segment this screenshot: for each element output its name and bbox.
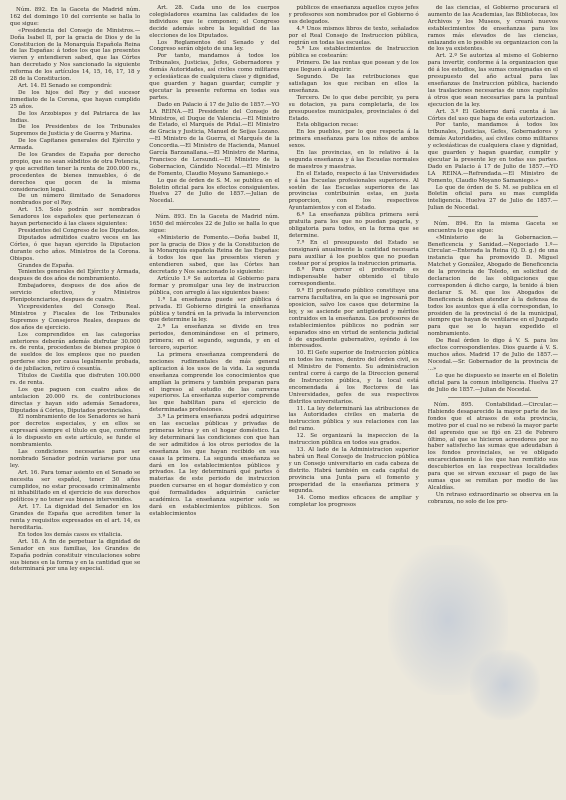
paragraph: Art. 14. El Senado se compondrá: <box>18 82 112 89</box>
paragraph: Lo que de órden de S. M. se publica en el Boletin oficial para los efectos consiguientes. Huelva 27 de Julio de 1857.—Julian de Nocedal. <box>149 177 280 205</box>
paragraph: Segundo. De las retribuciones que satisfagan los que reciban en ellos la enseñanza. <box>288 74 419 94</box>
paragraph: Lo que de órden de S. M. se publica en el Boletin oficial para su mas cumplida inteligencia. Huelva 27 de Julio de 1857.—Julian de Nocedal. <box>427 184 558 212</box>
paragraph: De los Grandes de España por derecho propio, que no sean súbditos de otra Potencia, y que acrediten tener la renta de 200.000 rs., procedentes de bienes inmuebles, ó de derechos que gocen de la misma consideracion legal. <box>10 152 141 193</box>
paragraph: Vicepresidentes del Consejo Real. Ministros y Fiscales de los Tribunales Supremos y Consejeros Reales, despues de dos años de ejercicio. <box>10 303 141 331</box>
paragraph: Esta obligacion recae: <box>296 122 359 129</box>
paragraph: 14. Como medios eficaces de ampliar y completar los progresos <box>288 495 419 509</box>
paragraph: Los que paguen con cuatro años de antelacion 20.000 rs. de contribuciones directas y hayan sido además Senadores, Diputados á Córtes, Diputados provinciales. <box>10 386 141 414</box>
paragraph: Art. 17. La dignidad del Senador en los Grandes de España que acrediten tener la renta y requisitos expresados en el art. 14, es hereditaria. <box>10 504 141 531</box>
paragraph: 13. Al lado de la Administracion superior habrá un Real Consejo de Instruccion pública y un Consejo universitario en cada cabeza de distrito. Habrá también en cada capital de provincia una Junta para el fomento y prosperidad de la enseñanza primera y segunda. <box>288 447 419 495</box>
paragraph: En los pueblos, por lo que respecta á la primera enseñanza para los niños de ambos sexos. <box>288 129 419 150</box>
paragraph: 10. El Gefe superior de Instruccion pública en todos los ramos, dentro del órden civil, es el Ministro de Fomento. Su administracion central corre á cargo de la Direccion general de Instruccion pública, y la local está encomendada á los Rectores de las Universidades, gefes de sus respectivos distritos universitarios. <box>288 350 419 405</box>
paragraph: Presidentes del Congreso de los Diputados. <box>18 228 140 234</box>
paragraph: públicos de enseñanza aquellos cuyos jefes y profesores son nombrados por el Gobierno ó sus delegados. <box>288 5 419 25</box>
paragraph: Art. 3.º El Gobierno dará cuenta á las Córtes del uso que haga de esta autorizacion. <box>427 108 558 122</box>
paragraph: Los Reglamentos del Senado y del Congreso serán objeto de una ley. <box>149 39 280 53</box>
paragraph: Por tanto, mandamos á todos los Tribunales, Justicias, Jefes, Gobernadores y demás Autoridades, así civiles como militares y eclesiásticas de cualquiera clase y dignidad, que guarden y hagan guardar, cumplir y ejecutar la presente reforma en todas sus partes. <box>149 53 280 101</box>
paragraph: 8.ª Para ejercer el profesorado es indispensable haber obtenido el título correspondiente. <box>288 267 419 288</box>
paragraph: En el Estado, respecto á las Universidades y á las Escuelas profesionales superiores. Al sostén de las Escuelas superiores de las provincias contribuirán estas, en justa proporcion, con los respectivos Ayuntamientos y con el Estado. <box>288 170 419 212</box>
paragraph: 12. Se organizará la inspeccion de la instruccion pública en todos sus grados. <box>288 433 419 447</box>
paragraph: De los Arzobispos y del Patriarca de las Indias. <box>10 110 141 124</box>
paragraph: «Ministerio de Fomento.—Doña Isabel II, por la gracia de Dios y de la Constitucion de la Monarquía española Reina de las Españas: á todos los que las presentes vieren y entendieren sabed, que las Córtes han decretado y Nos sancionado lo siguiente: <box>149 234 280 276</box>
paragraph: 11. La ley determinará las atribuciones de las Autoridades civiles en materia de instruccion pública y sus relaciones con las del ramo. <box>288 405 419 433</box>
paragraph: Art. 18. A fin de perpetuar la dignidad de Senador en sus familias, los Grandes de España podrán constituir vinculaciones sobre sus bienes en la forma y en la cantidad que se determinará por una ley especial. <box>10 538 141 573</box>
paragraph: 1.ª La enseñanza puede ser pública ó privada. El Gobierno dirigirá la enseñanza pública y tendrá en la privada la intervencion que determine la ley. <box>149 296 280 324</box>
section-heading: Núm. 893. En la Gaceta de Madrid núm. 1650 del miércoles 22 de Julio se halla lo que sigue: <box>149 213 280 234</box>
paragraph: Artículo 1.º Se autoriza al Gobierno para formar y promulgar una ley de instruccion pública, con arreglo á las siguientes bases: <box>149 276 280 296</box>
paragraph: Tenientes generales del Ejército y Armada, despues de dos años de nombramiento. <box>10 269 141 283</box>
paragraph: Art. 16. Para tomar asiento en el Senado se necesita ser español, tener 30 años cumplidos, no estar procesado criminalmente ni inhabilitado en el ejercicio de sus derechos políticos y no tener sus bienes intervenidos. <box>10 469 141 504</box>
paragraph: De los Capitanes generales del Ejército y Armada. <box>10 138 141 152</box>
paragraph: 9.ª El profesorado público constituye una carrera facultativa, en la que se ingresará por oposicion, salvo los casos que determine la ley, y se asciende por antigüedad y méritos contraidos en la enseñanza. Los profesores de establecimientos públicos no podrán ser separados sino en virtud de sentencia judicial ó de expediente gubernativo, oyéndo á los interesados. <box>288 288 419 350</box>
paragraph: Art. 15. Solo podrán ser nombrados Senadores los españoles que pertenezcan ó hayan pertenecido á las clases siguientes: <box>10 207 141 228</box>
paragraph: Grandes de España. <box>18 262 74 269</box>
section-heading: Núm. 892. En la Gaceta de Madrid núm. 162 del domingo 10 del corriente se halla lo que sigue: <box>10 7 141 27</box>
paragraph: 6.ª La enseñanza pública primera será gratuita para los que no puedan pagarla, y obligatoria para todos, en la forma que se determine. <box>288 212 419 239</box>
paragraph: Títulos de Castilla que disfruten 100.000 rs. de renta. <box>10 373 141 386</box>
paragraph: 5.ª Los establecimientos de Instruccion pública se costearán: <box>288 46 419 60</box>
paragraph: Embajadores, despues de dos años de servicio efectivo, y Ministros Plenipotenciarios, despues de cuatro. <box>10 283 141 304</box>
paragraph: Los comprendidos en las categorías anteriores deberán además disfrutar 30.000 rs. de renta, procedentes de bienes propios ó de sueldos de los empleos que no pueden perderse sino por causa legalmente probada, ó de jubilacion, retiro ó cesantía. <box>10 331 141 373</box>
paragraph: Tercero. De lo que debe percibir, ya pera su dotacion, ya para completarla, de los presupuestos municipales, provinciales ó del Estado. <box>288 94 419 122</box>
text-column-1 <box>10 5 140 796</box>
paragraph: De los hijos del Rey y del sucesor inmediato de la Corona, que hayan cumplido 25 años. <box>10 89 141 110</box>
paragraph: De un número ilimitado de Senadores nombrados por el Rey. <box>10 193 141 207</box>
paragraph: 4.ª Unos mismos libros de texto, señalados por el Real Consejo de Instruccion pública, regirán en todas las escuelas. <box>288 25 419 46</box>
paragraph: 7.ª En el presupuesto del Estado se consignará anualmente la cantidad necesaria para auxiliar á los pueblos que no puedan costear por sí propios la instruccion primaria. <box>288 239 419 267</box>
paragraph: Art. 28. Cada uno de los cuerpos colegisladores examina las calidades de los individuos que le componen; el Congreso decide además sobre la legalidad de las elecciones de los Diputados. <box>149 5 280 39</box>
paragraph: En las provincias, en lo relativo á la segunda enseñanza y á las Escuelas normales de maestros y maestras. <box>288 150 419 170</box>
paragraph: Las condiciones necesarias para ser nombrado Senador podrán variarse por una ley. <box>10 449 141 469</box>
paragraph: De los Presidentes de los Tribunales Supremos de Justicia y de Guerra y Marina. <box>10 124 141 138</box>
text-column-4 <box>428 5 558 796</box>
paragraph: Un retraso extraordinario se observa en la cobranza, no solo de los pro- <box>427 491 558 505</box>
paragraph: «Ministerio de la Gobernacion.—Beneficencia y Sanidad.—Negociado 1.º—Circular.—Enterada la Reina (Q. D. g.) de una instancia que ha promovido D. Miguel Matchet y González, Abogado de Beneficencia de la provincia de Toledo, en solicitud de declaracion de las obligaciones que corresponden á dicho cargo, la tenido á bien declarar S. M. que los Abogados de Beneficencia deben atender á la defensa de todos los asuntos que á ella correspondan, lo prosiden de la provincial ó de la municipal, siempre que hayan de ventilarse en el Juzgado para que se lo hayan expedido el nombramiento. <box>427 234 558 338</box>
paragraph: «Presidencia del Consejo de Ministros.—Doña Isabel II, por la gracia de Dios y de la Constitucion de la Monarquía Española Reina de las Españas: á todos los que las presentes vieren y entendieren sabed, que las Córtes han decretado y Nos sancionado la siguiente reforma de los artículos 14, 15, 16, 17, 18 y 28 de la Constitucion. <box>10 27 141 83</box>
paragraph: Diputados admitidos cuatro veces en las Córtes, ó que hayan ejercido la Diputacion durante ocho años. Ministros de la Corona. Obispos. <box>10 234 141 262</box>
section-heading: Núm. 894. En la misma Gaceta se encuentra lo que sigue: <box>427 220 558 234</box>
paragraph: de las ciencias, el Gobierno procurará el aumento de las Academias, las Bibliotecas, los Archivos y los Museos, y creará nuevos establecimientos de enseñanzas para los ramos más elevados de las ciencias, enlazando en lo posible su organizacion con la de los ya existentes. <box>427 5 558 53</box>
section-divider <box>448 216 538 217</box>
text-column-2 <box>149 5 279 796</box>
paragraph: Art. 2.º Se autoriza al mismo el Gobierno para invertir, conforme á la organizacion que dé á los estudios, las sumas consignadas en el presupuesto del año actual para las enseñanzas de Instruccion pública, haciendo las traslaciones necesarias de unos capítulos á otros que sean necesarias para la puntual ejecucion de la ley. <box>427 53 558 108</box>
paragraph: La primera enseñanza comprenderá de nociones rudimentales de más general aplicacion á los usos de la vida. La segunda enseñanza comprende los conocimientos que amplían la primera y también preparan para el ingreso al estudio de las carreras superiores. La enseñanza superior comprende las que habilitan para el ejercicio de determinadas profesiones. <box>149 352 280 414</box>
section-divider <box>169 209 259 210</box>
paragraph: El nombramiento de los Senadores se hará por decretos especiales, y en ellos se expresará siempre el título en que, conforme á lo dispuesto en este artículo, se funde el nombramiento. <box>10 414 141 449</box>
paragraph: De Real órden lo digo á V. S. para los efectos correspondientes. Dios guarde á V. S. muchos años. Madrid 17 de Julio de 1857.—Nocedal.—Sr. Gobernador de la provincia de ...» <box>427 338 558 372</box>
paragraph: Dado en Palacio á 17 de Julio de 1857.—YO LA REINA.—El Presidente del Consejo de Ministros, el Duque de Valencia.—El Ministro de Estado, el Marqués de Pidal.—El Ministro de Gracia y Justicia, Manuel de Seijas Lozano.—El Ministro de la Guerra, el Marqués de la Concordia.—El Ministro de Hacienda, Manuel García Barzanallana.—El Ministro de Marina, Francisco de Lersundi.—El Ministro de la Gobernacion, Cándido Nocedal.—El Ministro de Fomento, Claudio Moyano Samaniego.» <box>149 101 280 177</box>
paragraph: Primero. De las rentas que posean y de los que lleguen á adquirir. <box>288 60 419 74</box>
paragraph: 3.ª La primera enseñanza podrá adquirirse en las escuelas públicas y privadas de primeras letras y en el hogar doméstico. La ley determinará las condiciones con que han de ser admitidos á los otros periodos de la enseñanza los que hayan recibido en sus casas la primera. La segunda enseñanza se dará en los establecimientos públicos y privados. La ley determinará qué partes ó materias de este periodo de instruccion pueden cursarse en el hogar doméstico y con qué formalidades adquirirán carácter académico. La enseñanza superior solo se dará en establecimientos públicos. Son establecimientos <box>149 414 280 517</box>
section-divider <box>448 397 538 398</box>
paragraph: Por tanto, mandamos á todos los tribunales, Justicias, Gefes, Gobernadores y demás Autoridades, así civiles como militares y eclesiásticas de cualquiera clase y dignidad, que guarden y hagan guardar, cumplir y ejecutar la presente ley en todas sus partes. Dado en Palacio á 17 de Julio de 1857.—YO LA REINA.—Refrendada.—El Ministro de Fomento, Claudio Moyano Samaniego.» <box>427 122 558 184</box>
section-heading: Núm. 895. Contabilidad.—Circular.—Habiendo desaparecido la mayor parte de los fondos que el atrasos de esta provincia, motivo por el cual no se rebesó la mayor parte del aprensio que se fijó en 23 de Febrero último, al que se hicieron acreedores por no haber satisfecho las sumas que adeudaban á los fondos provinciales, se ve obligado encarecidamente á los que han remitido sus descubiertos en las respectivas localidades para que se sirvan excusar el pago de las sumas que se remitan por medio de las Alcaldías. <box>427 402 558 491</box>
paragraph: Lo que he dispuesto se inserte en el Boletin oficial para la comun inteligencia. Huelva 27 de Julio de 1857.—Julian de Nocedal. <box>427 372 558 393</box>
paragraph: En todos los demás casos es vitalicia. <box>18 531 123 538</box>
text-column-3 <box>289 5 419 796</box>
paragraph: 2.ª La enseñanza se divide en tres periodos, denominándose en el primero, primera; en el segundo, segunda, y en el tercero, superior. <box>149 324 280 352</box>
